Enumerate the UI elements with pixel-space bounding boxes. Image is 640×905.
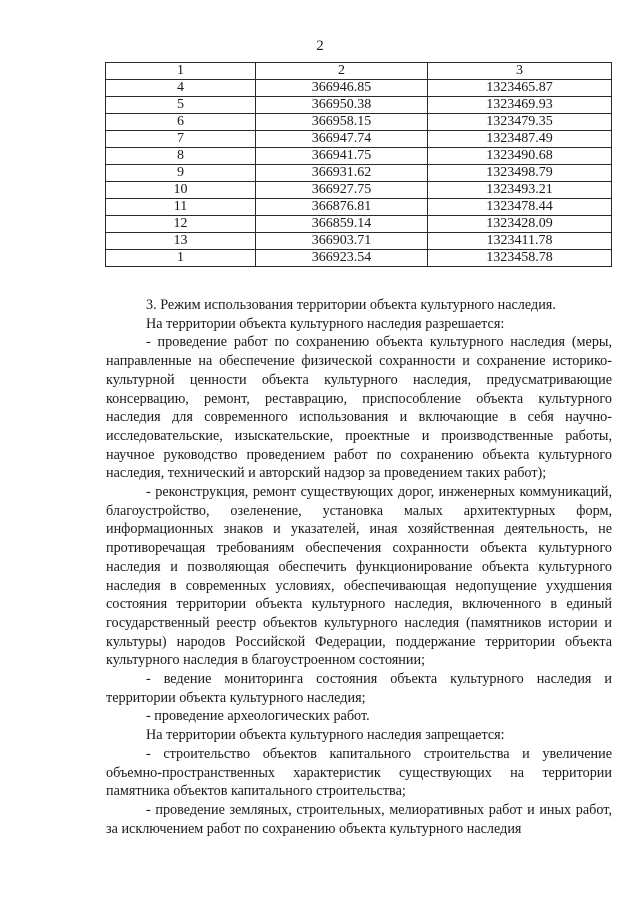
table-cell: 366923.54	[256, 250, 428, 267]
table-cell: 366941.75	[256, 148, 428, 165]
table-cell: 366947.74	[256, 131, 428, 148]
table-cell: 366958.15	[256, 114, 428, 131]
header-cell-point: 1	[106, 63, 256, 80]
section-heading: 3. Режим использования территории объекта культурного наследия.	[146, 297, 556, 313]
paragraph-prohibited-item: - проведение земляных, строительных, мелиоративных работ и иных работ, за исключением работ по сохранению объекта культурного наследия	[106, 801, 612, 837]
table-row	[106, 148, 612, 165]
table-cell: 10	[106, 182, 256, 199]
table-cell: 1323490.68	[428, 148, 612, 165]
table-row	[106, 114, 612, 131]
table-cell: 366903.71	[256, 233, 428, 250]
table-cell: 366946.85	[256, 80, 428, 97]
paragraph-permitted-item: - проведение археологических работ.	[146, 708, 370, 725]
paragraph-permitted-item: - проведение работ по сохранению объекта культурного наследия (меры, направленные на обеспечение физической сохранности и сохранение историко-культурной ценности объекта культурного наследия, предусматривающие консервацию, ремонт, реставрацию, приспособление объекта культурного наследия для современного использования и включающие в себя научно-исследовательские, изыскательские, проектные и производственные работы, научное руководство проведением работ по сохранению объекта культурного наследия, технический и авторский надзор за проведением таких работ);	[106, 334, 612, 482]
table-row	[106, 216, 612, 233]
coordinates-table	[105, 62, 612, 267]
table-cell: 8	[106, 148, 256, 165]
paragraph-permitted-item: - ведение мониторинга состояния объекта культурного наследия и территории объекта культурного наследия;	[106, 671, 612, 706]
header-cell-x: 2	[256, 63, 428, 80]
table-row	[106, 80, 612, 97]
table-cell: 12	[106, 216, 256, 233]
table-row	[106, 131, 612, 148]
table-cell: 1323465.87	[428, 80, 612, 97]
table-cell: 1323428.09	[428, 216, 612, 233]
paragraph-permitted-intro: На территории объекта культурного наследия разрешается:	[146, 315, 505, 332]
page-number: 2	[316, 38, 324, 54]
table-cell: 366931.62	[256, 165, 428, 182]
table-cell: 1323469.93	[428, 97, 612, 114]
table-cell: 366876.81	[256, 199, 428, 216]
table-cell: 1	[106, 250, 256, 267]
paragraph-permitted-item: - реконструкция, ремонт существующих дорог, инженерных коммуникаций, благоустройство, озеленение, установка малых архитектурных форм, информационных знаков и указателей, иная хозяйственная деятельность, не противоречащая требованиям обеспечения сохранности объекта культурного наследия и позволяющая обеспечить функционирование объекта культурного наследия в современных условиях, обеспечивающая недопущение ухудшения состояния территории объекта культурного наследия, включенного в единый государственный реестр объектов культурного наследия (памятников истории и культуры) народов Российской Федерации, поддержание территории объекта культурного наследия в благоустроенном состоянии;	[106, 484, 612, 669]
table-cell: 366950.38	[256, 97, 428, 114]
table-cell: 7	[106, 131, 256, 148]
table-cell: 1323458.78	[428, 250, 612, 267]
paragraph-prohibited-item: - строительство объектов капитального строительства и увеличение объемно-пространственных характеристик существующих на территории памятника объектов капитального строительства;	[106, 745, 612, 800]
table-cell: 5	[106, 97, 256, 114]
table-cell: 1323487.49	[428, 131, 612, 148]
paragraph-prohibited-intro: На территории объекта культурного наследия запрещается:	[146, 727, 505, 744]
table-cell: 13	[106, 233, 256, 250]
table-cell: 1323479.35	[428, 114, 612, 131]
table-cell: 366927.75	[256, 182, 428, 199]
document-body	[106, 296, 612, 838]
table-cell: 1323478.44	[428, 199, 612, 216]
table-header-row	[106, 63, 612, 80]
table-cell: 4	[106, 80, 256, 97]
table-row	[106, 97, 612, 114]
table-cell: 1323493.21	[428, 182, 612, 199]
table-cell: 11	[106, 199, 256, 216]
header-cell-y: 3	[428, 63, 612, 80]
table-row	[106, 165, 612, 182]
table-cell: 1323411.78	[428, 233, 612, 250]
table-row	[106, 182, 612, 199]
table-row	[106, 233, 612, 250]
table-row	[106, 250, 612, 267]
table-cell: 6	[106, 114, 256, 131]
table-cell: 366859.14	[256, 216, 428, 233]
table-cell: 1323498.79	[428, 165, 612, 182]
table-cell: 9	[106, 165, 256, 182]
table-row	[106, 199, 612, 216]
